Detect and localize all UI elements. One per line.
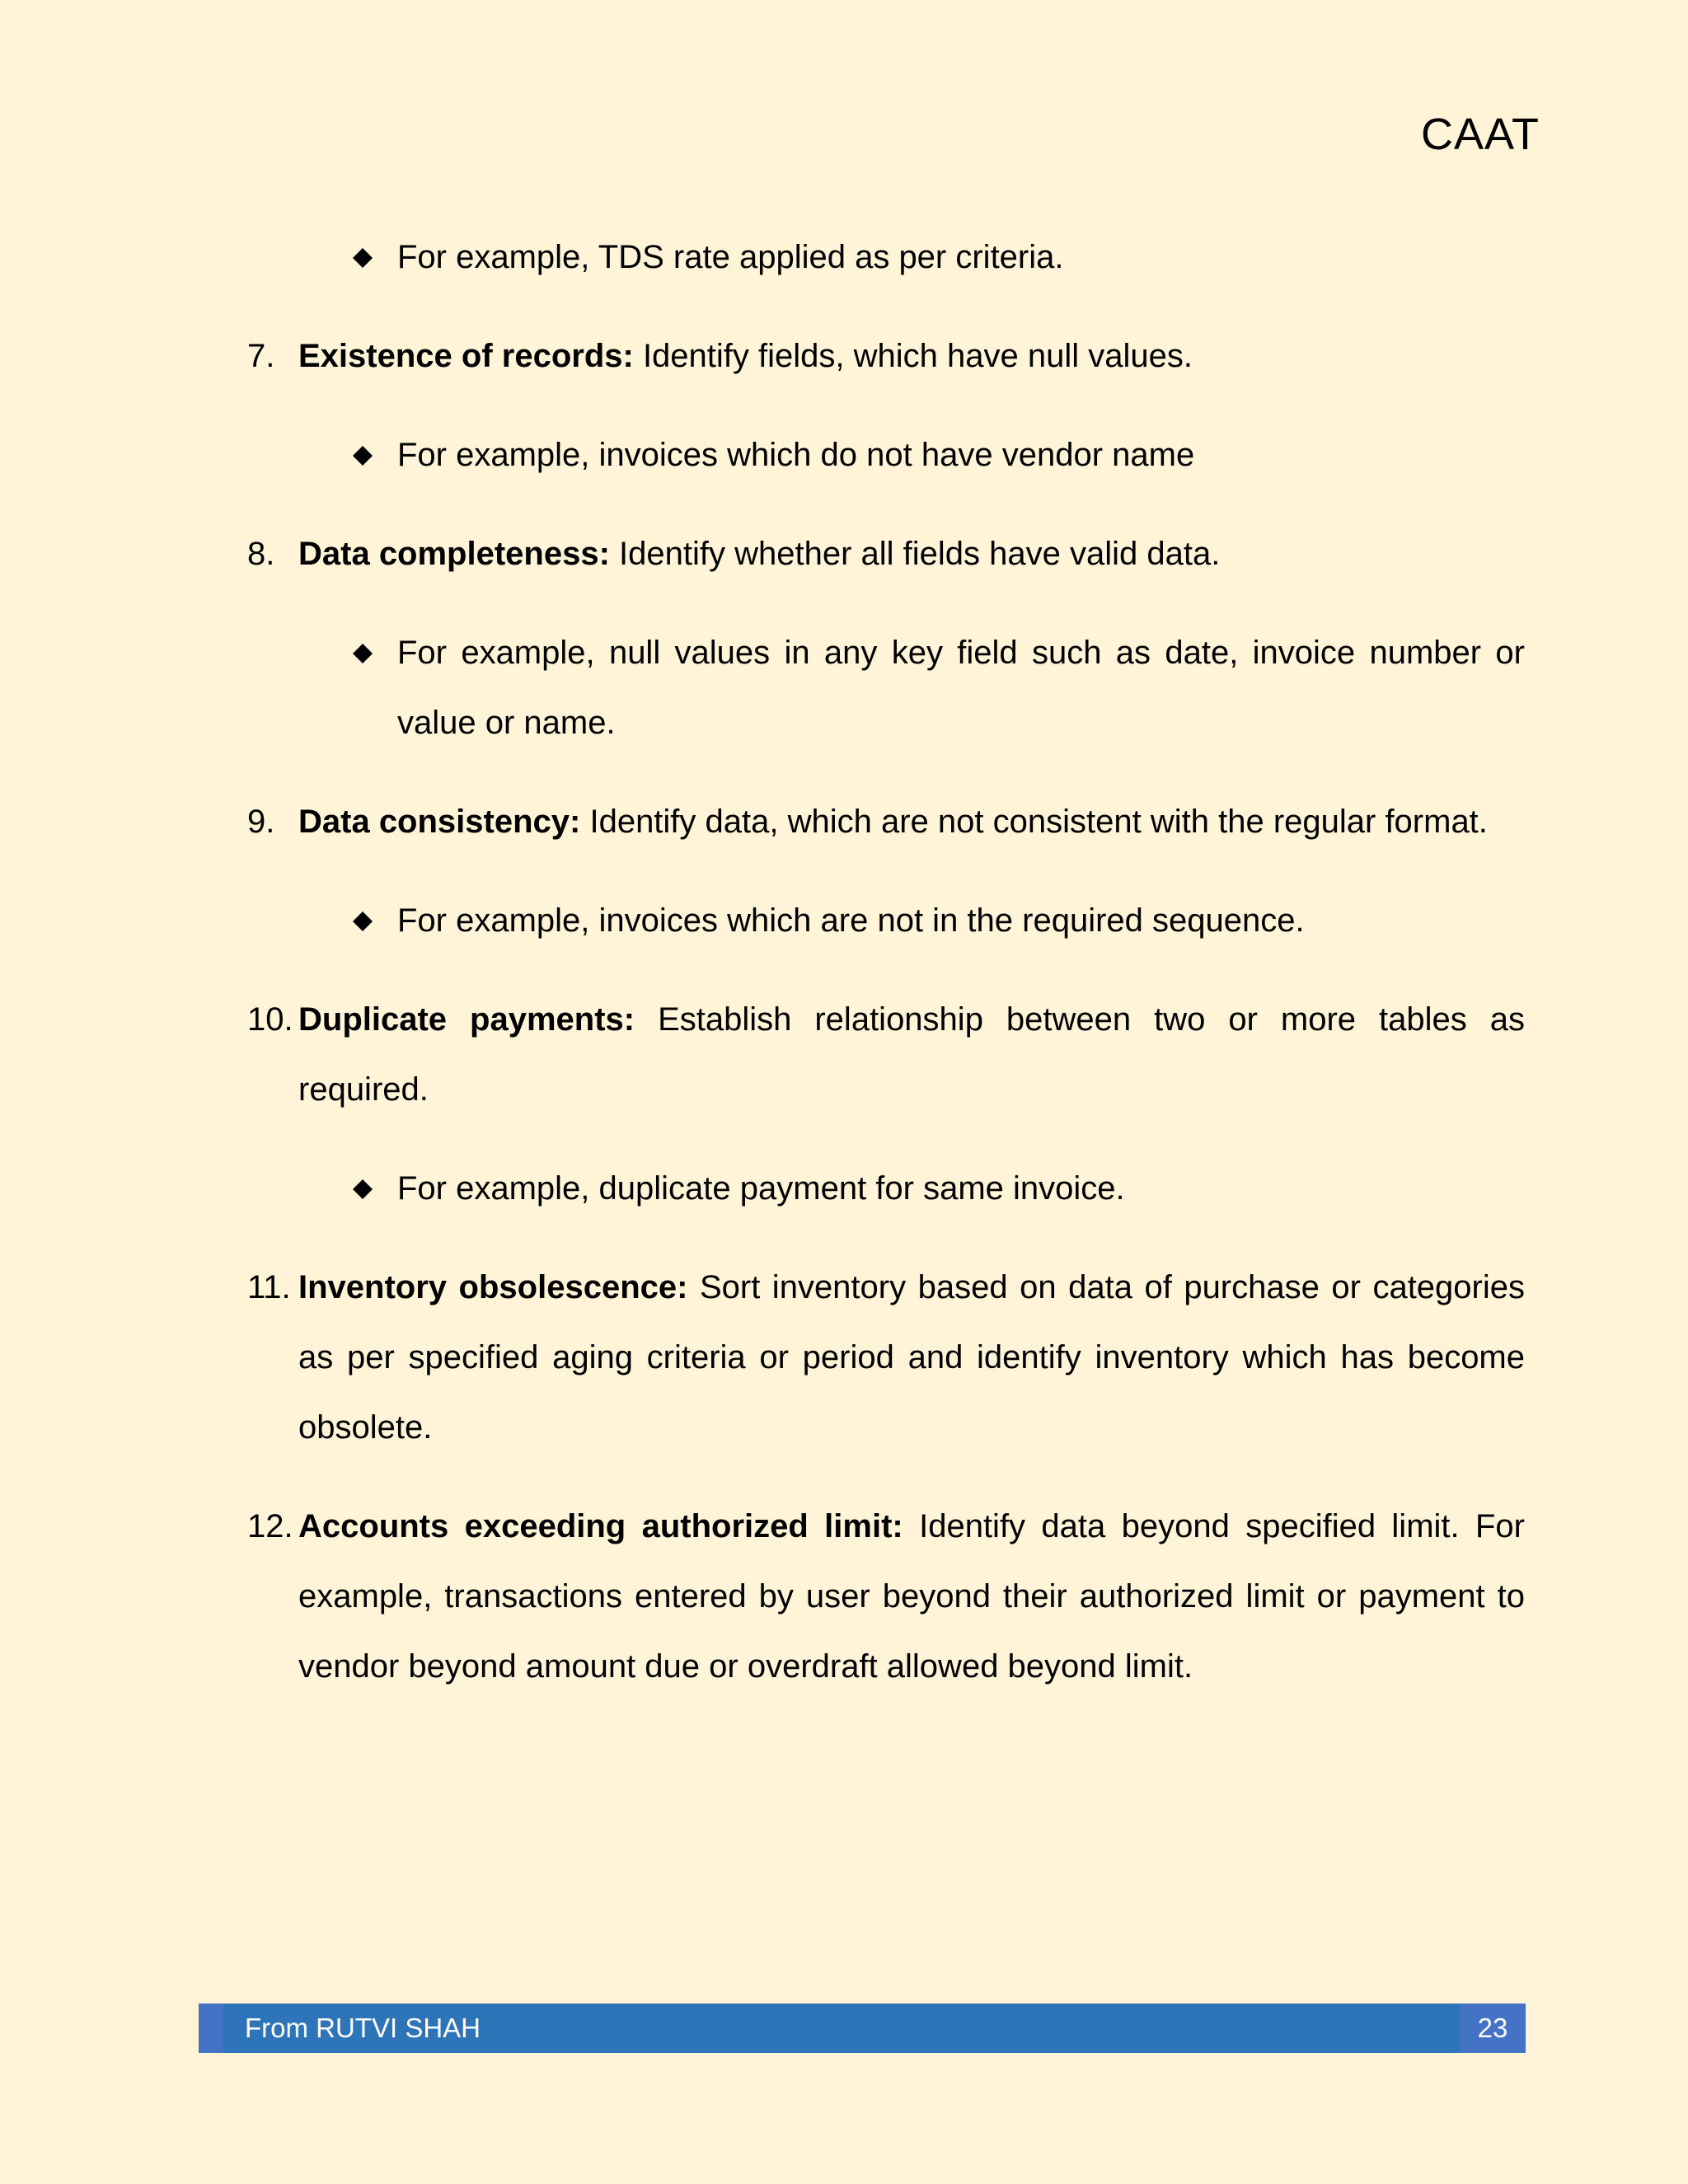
item-heading: Duplicate payments: (298, 1001, 635, 1038)
diamond-bullet-icon (353, 644, 373, 663)
numbered-item (247, 1492, 1525, 1702)
bullet-text: For example, TDS rate applied as per criteria. (397, 239, 1064, 275)
page-footer (199, 2004, 1526, 2053)
diamond-bullet-icon (353, 446, 373, 466)
item-heading: Data consistency: (298, 804, 581, 840)
bullet-text: For example, duplicate payment for same invoice. (397, 1170, 1125, 1207)
list-item (247, 223, 1525, 293)
item-heading: Accounts exceeding authorized limit: (298, 1508, 903, 1544)
diamond-bullet-icon (353, 248, 373, 268)
footer-source-text: From RUTVI SHAH (245, 2013, 481, 2043)
item-number: 10. (247, 1001, 293, 1038)
bullet-text: For example, null values in any key field such as date, invoice number or value or name. (397, 635, 1525, 741)
item-text: Establish relationship between two or more tables as required. (298, 1001, 1525, 1108)
numbered-item (247, 985, 1525, 1125)
item-text: Identify fields, which have null values. (633, 338, 1193, 374)
item-heading: Data completeness: (298, 536, 610, 572)
item-heading: Inventory obsolescence: (298, 1269, 688, 1305)
list-item (247, 1154, 1525, 1224)
numbered-item (247, 321, 1525, 391)
diamond-bullet-icon (353, 912, 373, 931)
diamond-bullet-icon (353, 1179, 373, 1199)
numbered-item (247, 519, 1525, 589)
item-text: Identify whether all fields have valid data. (609, 536, 1221, 572)
numbered-item (247, 1253, 1525, 1463)
list-item (247, 420, 1525, 490)
item-text: Identify data beyond specified limit. For example, transactions entered by user beyond their authorized limit or payment to vendor beyond amount due or overdraft allowed beyond limit. (298, 1508, 1525, 1685)
item-heading: Existence of records: (298, 338, 634, 374)
item-number: 7. (247, 338, 275, 374)
item-number: 11. (247, 1269, 291, 1305)
document-body (247, 223, 1525, 1731)
item-text: Identify data, which are not consistent with the regular format. (580, 804, 1488, 840)
item-number: 12. (247, 1508, 293, 1544)
page-number: 23 (1477, 2013, 1508, 2043)
bullet-text: For example, invoices which are not in the required sequence. (397, 902, 1305, 939)
list-item (247, 886, 1525, 956)
item-number: 9. (247, 804, 275, 840)
list-item (247, 618, 1525, 758)
item-text: Sort inventory based on data of purchase or categories as per specified aging criteria or period and identify inventory which has become obsolete. (298, 1269, 1525, 1446)
footer-left-accent (199, 2004, 223, 2053)
numbered-item (247, 787, 1525, 857)
item-number: 8. (247, 536, 275, 572)
bullet-text: For example, invoices which do not have vendor name (397, 437, 1195, 473)
page-header-title: CAAT (1420, 110, 1540, 159)
